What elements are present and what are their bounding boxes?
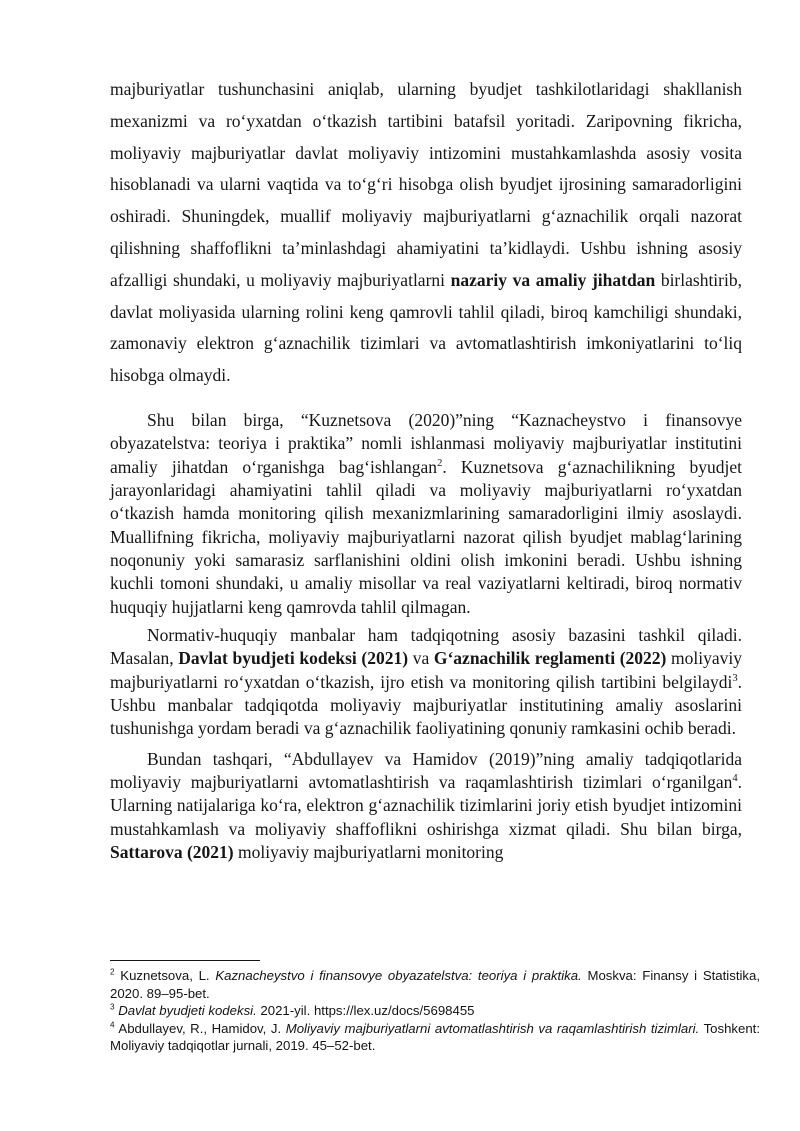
bold-text-run: G‘aznachilik reglamenti (2022)	[433, 648, 667, 669]
footnote-2	[110, 967, 760, 1002]
bold-text-run: Sattarova (2021)	[110, 842, 234, 863]
paragraph-p1	[110, 74, 742, 392]
body-text	[110, 74, 742, 865]
text-run: va	[408, 648, 434, 669]
bold-text-run: Davlat byudjeti kodeksi (2021)	[178, 648, 409, 669]
italic-text-run: Kaznacheystvo i finansovye obyazatelstva: teoriya i praktika.	[215, 968, 582, 983]
text-run: Bundan tashqari, “Abdullayev va Hamidov (2019)”ning amaliy tadqiqotlarida moliyaviy majburiyatlarni avtomatlashtirish va raqamlashtirish tizimlari o‘rganilgan	[110, 748, 742, 793]
paragraph-p4	[110, 748, 742, 865]
footnote-list	[110, 967, 760, 1055]
footnote-3	[110, 1002, 760, 1020]
text-run: Toshkent: Moliyaviy tadqiqotlar jurnali, 2019. 45–52-bet.	[110, 1020, 761, 1054]
footnote-ref: 2	[437, 457, 443, 469]
footnote-4	[110, 1020, 760, 1055]
text-run: Kuznetsova, L.	[120, 968, 216, 983]
text-run: Shu bilan birga, “Kuznetsova (2020)”ning “Kaznacheystvo i finansovye obyazatelstva: teoriya i praktika” nomli ishlanmasi moliyaviy majburiyatlar institutini amaliy jihatdan o‘rganishga bag‘ishlangan	[110, 409, 742, 477]
text-run: birlashtirib, davlat moliyasida ularning rolini keng qamrovli tahlil qiladi, biroq kamchiligi shundaki, zamonaviy elektron g‘aznachilik tizimlari va avtomatlashtirish imkoniyatlarini to‘liq hisobga olmaydi.	[110, 269, 742, 386]
text-run: majburiyatlar tushunchasini aniqlab, ularning byudjet tashkilotlaridagi shakllanish mexanizmi va ro‘yxatdan o‘tkazish tartibini batafsil yoritadi. Zaripovning fikricha, moliyaviy majburiyatlar davlat moliyaviy intizomini mustahkamlashda asosiy vosita hisoblanadi va ularni vaqtida va to‘g‘ri hisobga olish byudjet ijrosining samaradorligini oshiradi. Shuningdek, muallif moliyaviy majburiyatlarni g‘aznachilik orqali nazorat qilishning shaffoflikni ta’minlashdagi ahamiyatini ta’kidlaydi. Ushbu ishning asosiy afzalligi shundaki, u moliyaviy majburiyatlarni	[110, 79, 742, 290]
footnote-ref: 3	[732, 672, 738, 684]
text-run: Abdullayev, R., Hamidov, J.	[118, 1020, 286, 1036]
italic-text-run: Davlat byudjeti kodeksi.	[118, 1003, 257, 1019]
italic-text-run: Moliyaviy majburiyatlarni avtomatlashtirish va raqamlashtirish tizimlari.	[285, 1020, 700, 1036]
footnote-marker: 2	[110, 967, 115, 977]
text-run: Moskva: Finansy i Statistika, 2020. 89–95-bet.	[110, 968, 761, 1001]
footnote-separator	[110, 960, 260, 961]
paragraph-p3	[110, 624, 742, 741]
text-run: moliyaviy majburiyatlarni monitoring	[233, 842, 504, 863]
footnote-marker: 4	[110, 1020, 115, 1030]
footnote-marker: 3	[110, 1002, 115, 1012]
text-run: . Ushbu manbalar tadqiqotda moliyaviy majburiyatlar institutining amaliy asoslarini tushunishga yordam beradi va g‘aznachilik faoliyatining qonuniy ramkasini ochib beradi.	[110, 671, 742, 739]
text-run: . Kuznetsova g‘aznachilikning byudjet jarayonlaridagi ahamiyatini tahlil qiladi va moliyaviy majburiyatlarni ro‘yxatdan o‘tkazish hamda monitoring qilish mexanizmlarining samaradorligini ilmiy asoslaydi. Muallifning fikricha, moliyaviy majburiyatlarni nazorat qilish byudjet mablag‘larining noqonuniy yoki samarasiz sarflanishini oldini olish imkonini beradi. Ushbu ishning kuchli tomoni shundaki, u amaliy misollar va real vaziyatlarni keltiradi, biroq normativ huquqiy hujjatlarni keng qamrovda tahlil qilmagan.	[110, 456, 742, 617]
text-run: 2021-yil. https://lex.uz/docs/5698455	[256, 1003, 475, 1019]
text-run: Normativ-huquqiy manbalar ham tadqiqotning asosiy bazasini tashkil qiladi. Masalan,	[110, 625, 742, 669]
text-run: moliyaviy majburiyatlarni ro‘yxatdan o‘tkazish, ijro etish va monitoring qilish tartibini belgilaydi	[110, 648, 742, 692]
footnotes-section	[110, 960, 760, 1055]
paragraph-p2	[110, 409, 742, 619]
text-run: . Ularning natijalariga ko‘ra, elektron g‘aznachilik tizimlarini joriy etish byudjet intizomini mustahkamlash va moliyaviy shaffoflikni oshirishga xizmat qiladi. Shu bilan birga,	[110, 772, 742, 839]
bold-text-run: nazariy va amaliy jihatdan	[450, 269, 656, 290]
footnote-ref: 4	[732, 773, 738, 785]
